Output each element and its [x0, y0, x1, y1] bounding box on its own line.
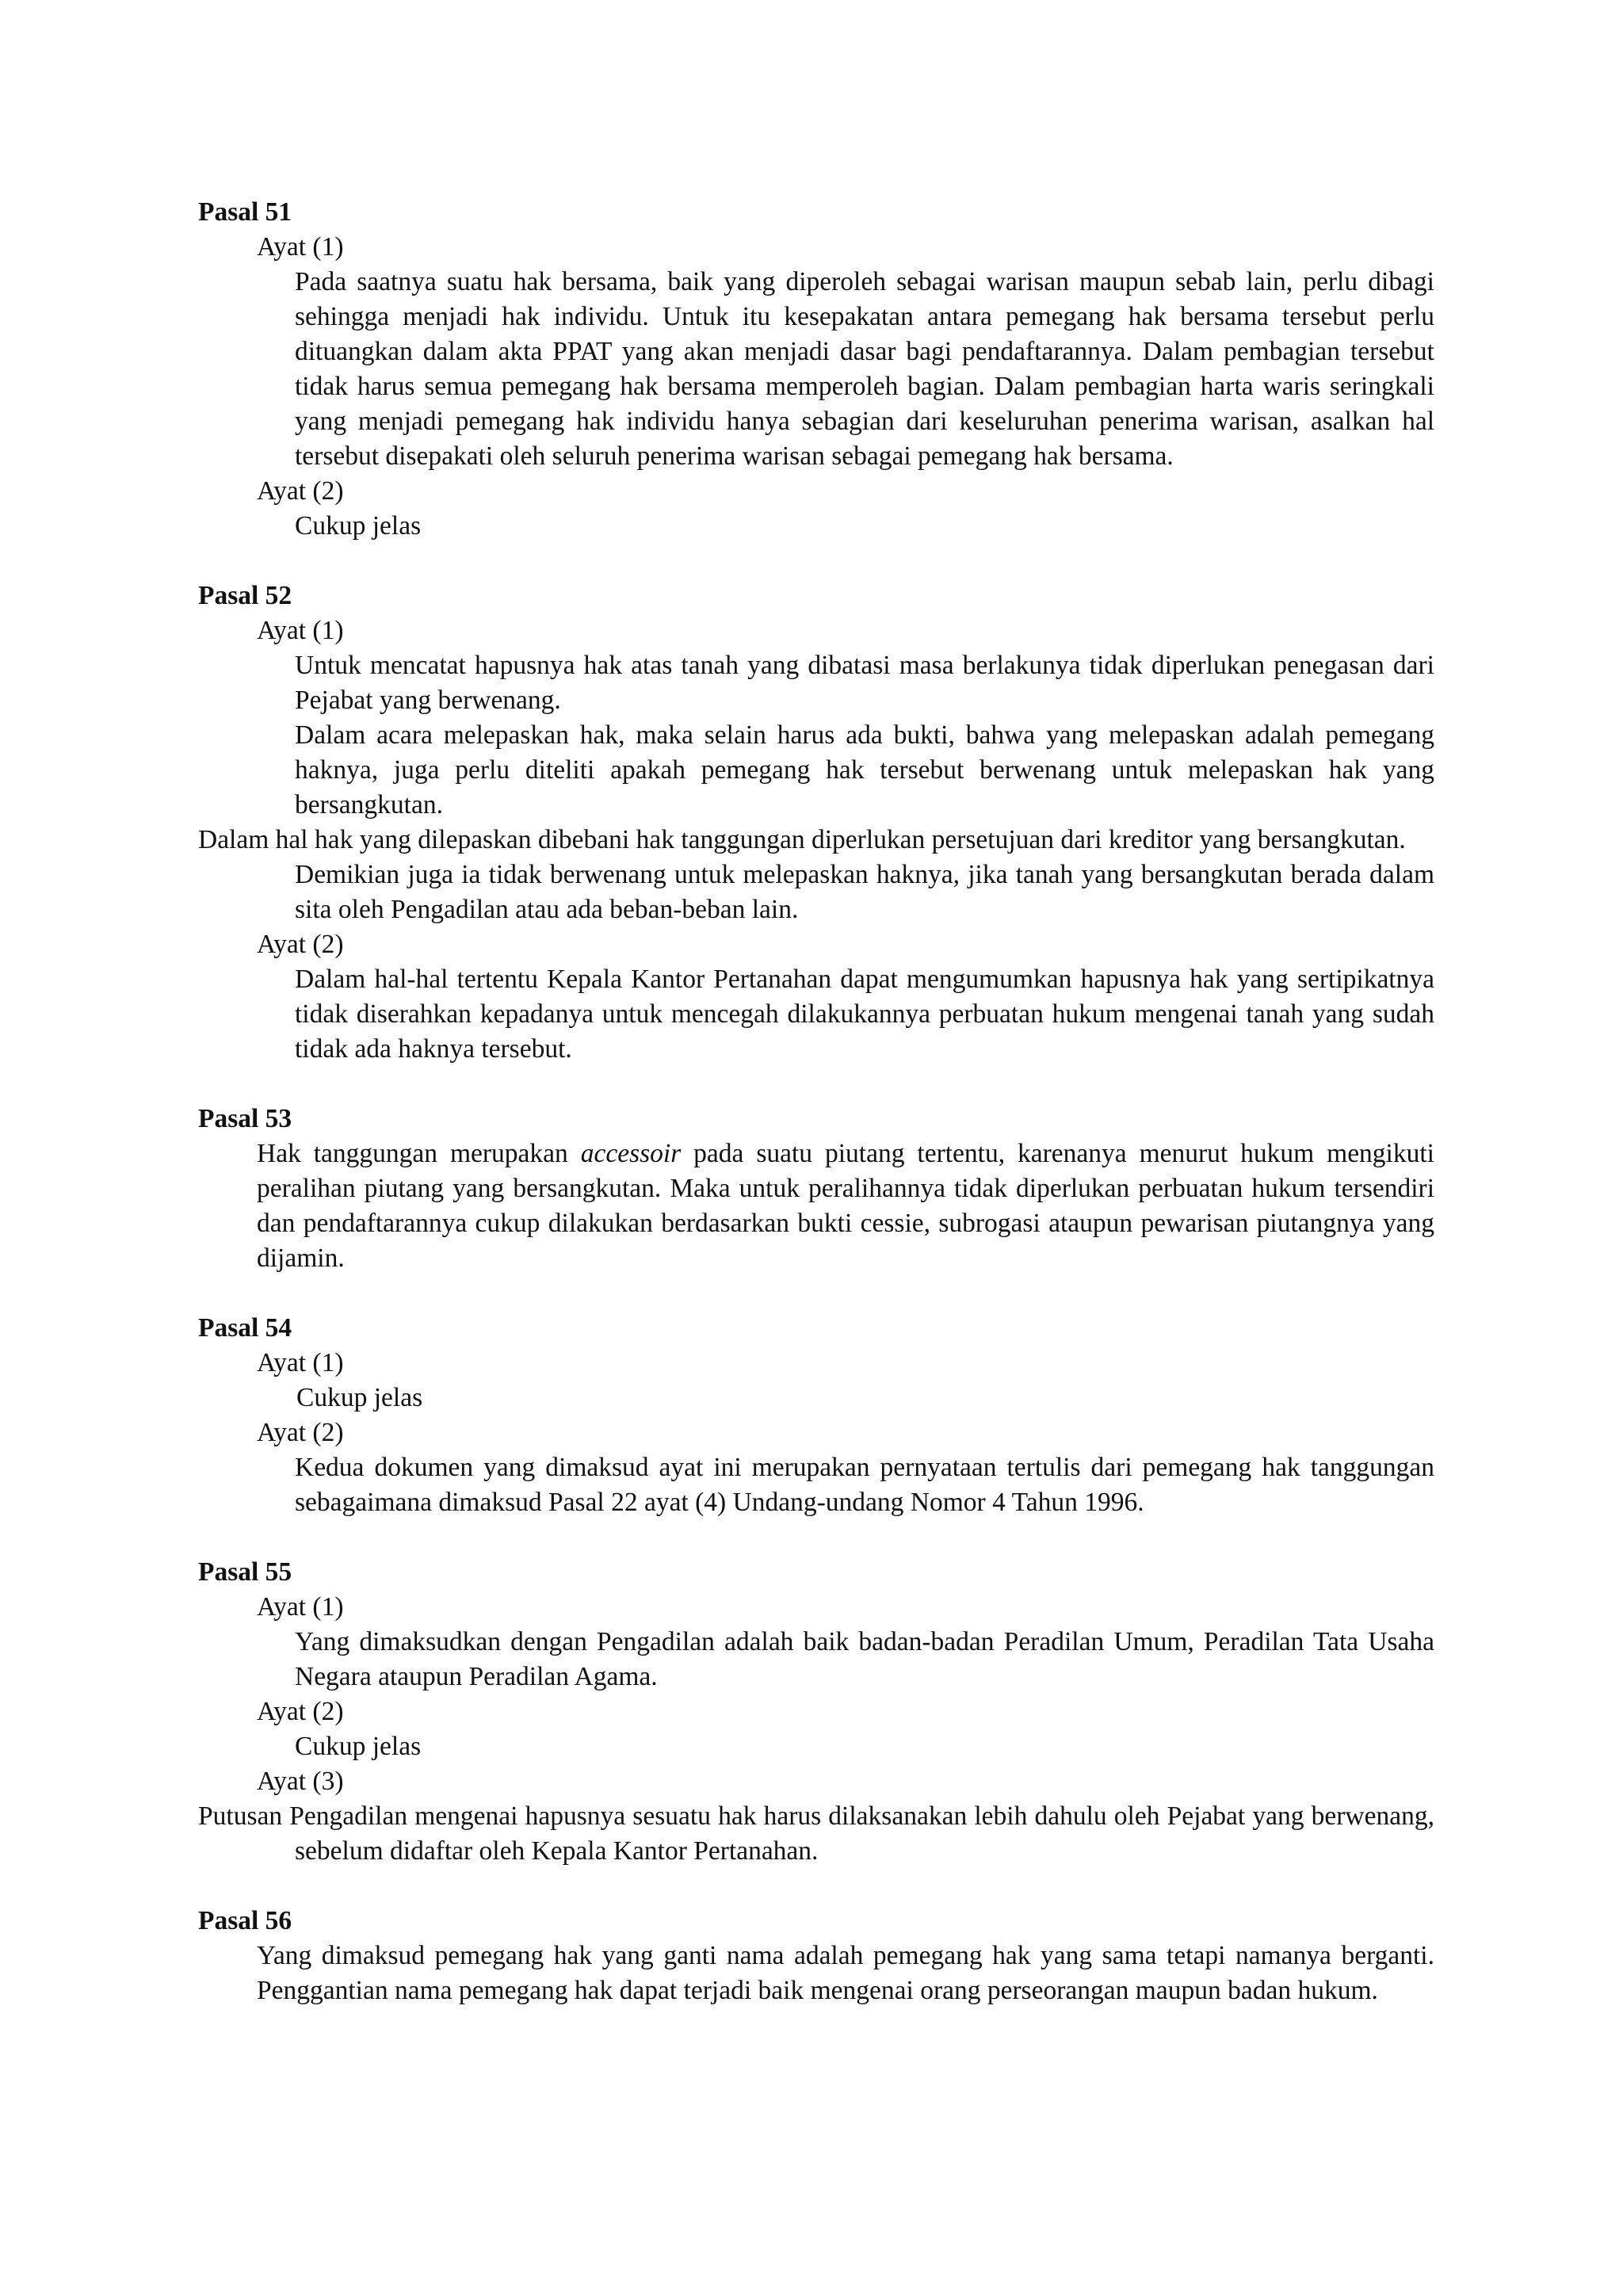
pasal-51-ayat-2-label: Ayat (2): [257, 476, 344, 506]
pasal-55-ayat-1-label: Ayat (1): [257, 1592, 344, 1622]
pasal-51-ayat-2-text: Cukup jelas: [295, 511, 422, 541]
pasal-52-ayat-2-label: Ayat (2): [257, 930, 344, 959]
pasal-54-title: Pasal 54: [198, 1313, 292, 1343]
pasal-56: [198, 1904, 1434, 2008]
pasal-53-italic-term: accessoir: [580, 1139, 682, 1168]
pasal-52: [198, 579, 1434, 1067]
pasal-55-ayat-3-text: Putusan Pengadilan mengenai hapusnya sesuatu hak harus dilaksanakan lebih dahulu oleh Pejabat yang berwenang, sebelum didaftar oleh Kepala Kantor Pertanahan.: [198, 1801, 1434, 1866]
pasal-54-ayat-1-label: Ayat (1): [257, 1348, 344, 1377]
pasal-56-title: Pasal 56: [198, 1906, 292, 1935]
pasal-55-title: Pasal 55: [198, 1557, 292, 1587]
pasal-55-ayat-2-text: Cukup jelas: [295, 1732, 422, 1761]
pasal-54: [198, 1311, 1434, 1520]
pasal-54-ayat-1-text: Cukup jelas: [296, 1383, 423, 1412]
pasal-54-ayat-2-text: Kedua dokumen yang dimaksud ayat ini merupakan pernyataan tertulis dari pemegang hak tanggungan sebagaimana dimaksud Pasal 22 ayat (4) Undang-undang Nomor 4 Tahun 1996.: [295, 1453, 1434, 1517]
pasal-52-ayat-1-paragraph-4: Demikian juga ia tidak berwenang untuk melepaskan haknya, jika tanah yang bersangkutan berada dalam sita oleh Pengadilan atau ada beban-beban lain.: [295, 860, 1434, 924]
pasal-53-text-end: pada suatu piutang tertentu, karenanya menurut hukum mengikuti peralihan piutang yang bersangkutan. Maka untuk peralihannya tidak diperlukan perbuatan hukum tersendiri dan pendaftarannya cukup dilakukan berdasarkan bukti cessie, subrogasi ataupun pewarisan piutangnya yang dijamin.: [257, 1139, 1434, 1273]
pasal-52-ayat-1-paragraph-1: Untuk mencatat hapusnya hak atas tanah yang dibatasi masa berlakunya tidak diperlukan penegasan dari Pejabat yang berwenang.: [295, 651, 1434, 715]
pasal-53-text-start: Hak tanggungan merupakan: [257, 1139, 581, 1168]
pasal-52-ayat-2-text: Dalam hal-hal tertentu Kepala Kantor Pertanahan dapat mengumumkan hapusnya hak yang sertipikatnya tidak diserahkan kepadanya untuk mencegah dilakukannya perbuatan hukum mengenai tanah yang sudah tidak ada haknya tersebut.: [295, 965, 1434, 1064]
pasal-51-ayat-1-text: Pada saatnya suatu hak bersama, baik yang diperoleh sebagai warisan maupun sebab lain, perlu dibagi sehingga menjadi hak individu. Untuk itu kesepakatan antara pemegang hak bersama tersebut perlu dituangkan dalam akta PPAT yang akan menjadi dasar bagi pendaftarannya. Dalam pembagian tersebut tidak harus semua pemegang hak bersama memperoleh bagian. Dalam pembagian harta waris seringkali yang menjadi pemegang hak individu hanya sebagian dari keseluruhan penerima warisan, asalkan hal tersebut disepakati oleh seluruh penerima warisan sebagai pemegang hak bersama.: [295, 267, 1434, 471]
pasal-55-ayat-3-label: Ayat (3): [257, 1767, 344, 1796]
pasal-56-text: Yang dimaksud pemegang hak yang ganti nama adalah pemegang hak yang sama tetapi namanya berganti. Penggantian nama pemegang hak dapat terjadi baik mengenai orang perseorangan maupun badan hukum.: [257, 1941, 1434, 2005]
pasal-51-title: Pasal 51: [198, 197, 292, 227]
pasal-53-text: [198, 1137, 1434, 1276]
pasal-52-ayat-1-paragraph-2: Dalam acara melepaskan hak, maka selain harus ada bukti, bahwa yang melepaskan adalah pemegang haknya, juga perlu diteliti apakah pemegang hak tersebut berwenang untuk melepaskan hak yang bersangkutan.: [295, 720, 1434, 819]
pasal-52-ayat-1-label: Ayat (1): [257, 616, 344, 645]
pasal-53-title: Pasal 53: [198, 1104, 292, 1133]
document-page: [198, 195, 1434, 2043]
pasal-52-ayat-1-paragraph-3: Dalam hal hak yang dilepaskan dibebani hak tanggungan diperlukan persetujuan dari kreditor yang bersangkutan.: [198, 825, 1406, 854]
pasal-53: [198, 1102, 1434, 1276]
pasal-51: [198, 195, 1434, 544]
pasal-55-ayat-2-label: Ayat (2): [257, 1697, 344, 1726]
pasal-54-ayat-2-label: Ayat (2): [257, 1418, 344, 1447]
pasal-55-ayat-1-text: Yang dimaksudkan dengan Pengadilan adalah baik badan-badan Peradilan Umum, Peradilan Tata Usaha Negara ataupun Peradilan Agama.: [295, 1627, 1434, 1691]
pasal-55: [198, 1555, 1434, 1869]
pasal-51-ayat-1-label: Ayat (1): [257, 232, 344, 262]
pasal-52-title: Pasal 52: [198, 581, 292, 610]
